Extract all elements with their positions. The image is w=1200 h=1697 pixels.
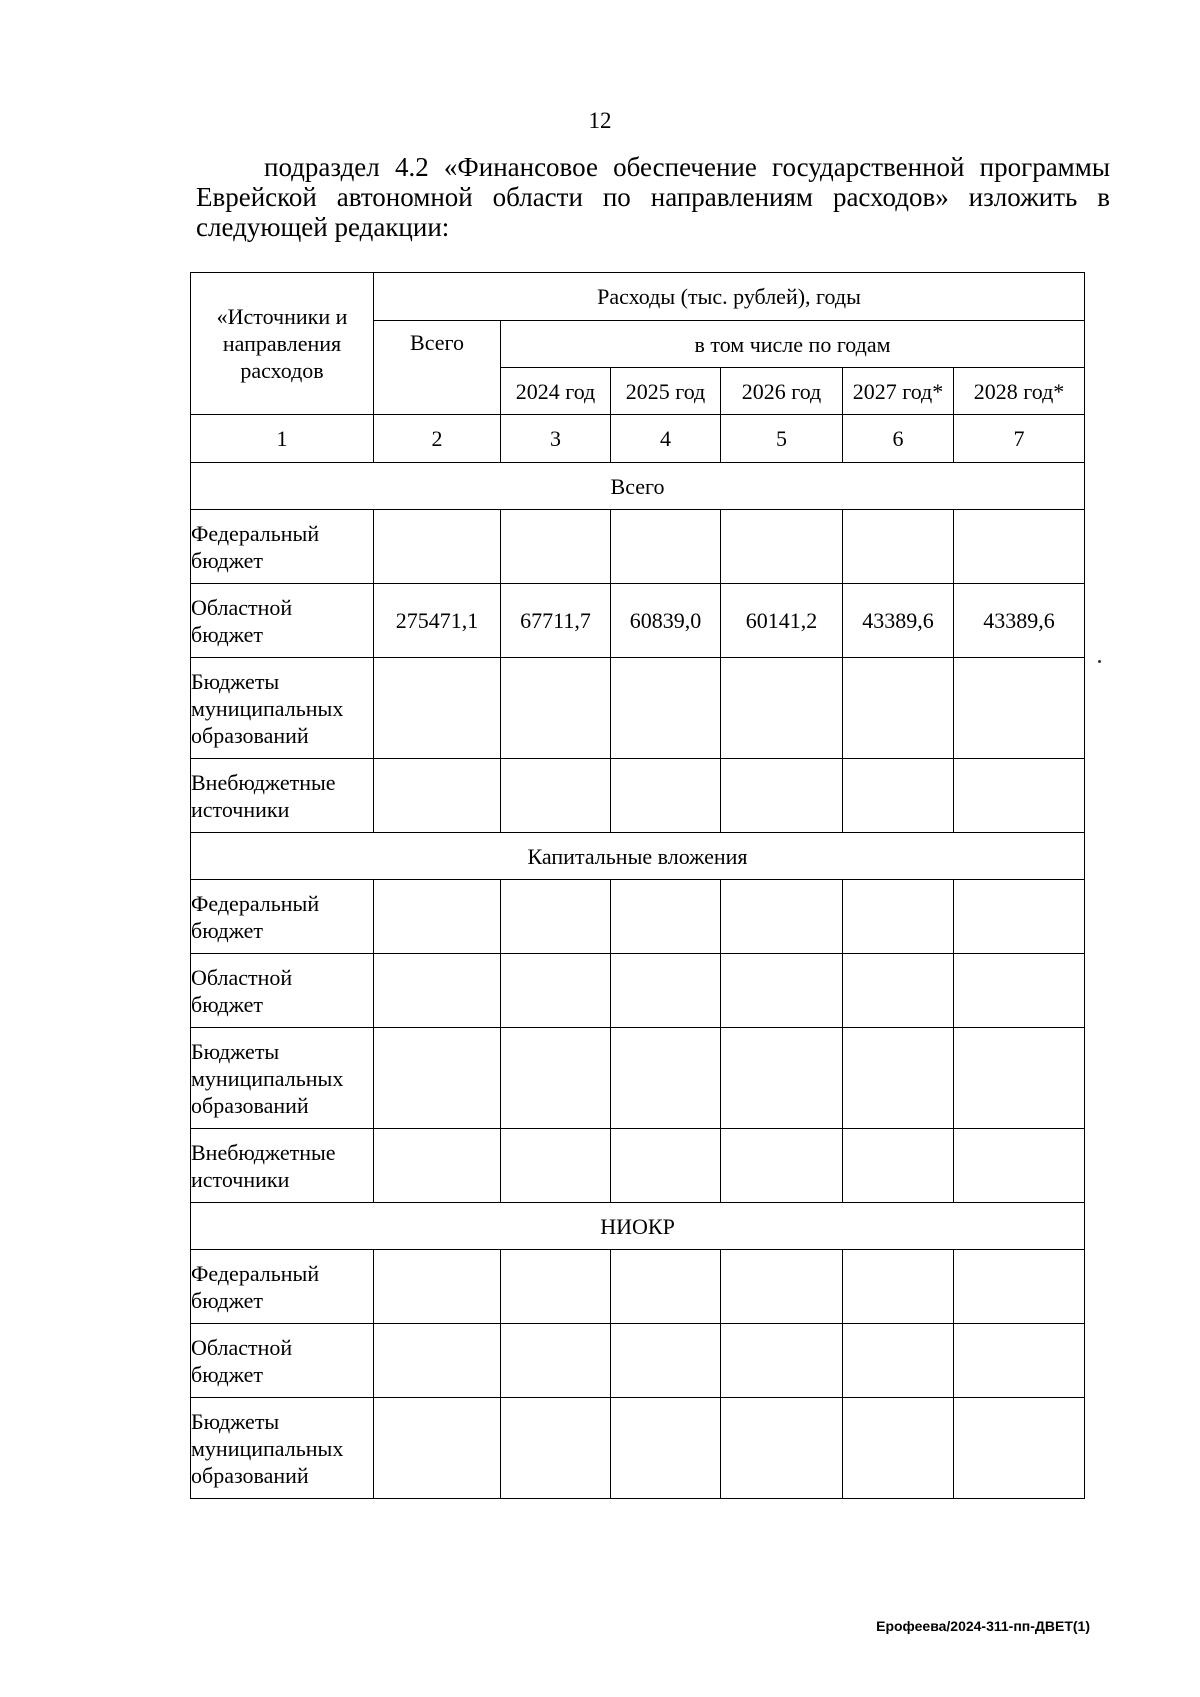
value-cell (954, 954, 1085, 1028)
value-cell (721, 880, 843, 954)
value-cell (843, 759, 954, 833)
value-cell (954, 510, 1085, 584)
section-row (191, 1203, 1085, 1250)
value-cell (374, 1398, 501, 1499)
value-cell (721, 759, 843, 833)
value-cell (501, 510, 611, 584)
row-label: Бюджеты муниципальных образований (191, 1028, 374, 1129)
row-label: Федеральный бюджет (191, 1250, 374, 1324)
value-cell (611, 658, 721, 759)
value-cell (611, 880, 721, 954)
value-cell (374, 759, 501, 833)
page-number: 12 (588, 108, 612, 133)
column-number: 2 (374, 415, 501, 463)
header-year: 2025 год (611, 368, 721, 415)
row-label: Федеральный бюджет (191, 880, 374, 954)
table-row (191, 1398, 1085, 1499)
value-cell: 43389,6 (954, 584, 1085, 658)
row-label: Внебюджетные источники (191, 759, 374, 833)
value-cell (954, 1129, 1085, 1203)
row-label: Федеральный бюджет (191, 510, 374, 584)
section-title: Всего (191, 463, 1085, 510)
value-cell (611, 759, 721, 833)
table-row (191, 1028, 1085, 1129)
table-row (191, 954, 1085, 1028)
value-cell (374, 1028, 501, 1129)
value-cell (954, 1250, 1085, 1324)
value-cell (721, 1398, 843, 1499)
table-row (191, 510, 1085, 584)
value-cell (721, 510, 843, 584)
table-row (191, 1250, 1085, 1324)
value-cell: 60141,2 (721, 584, 843, 658)
value-cell (721, 954, 843, 1028)
value-cell (611, 1398, 721, 1499)
section-title: НИОКР (191, 1203, 1085, 1250)
intro-line: следующей редакции: (196, 212, 450, 242)
row-label: Бюджеты муниципальных образований (191, 1398, 374, 1499)
value-cell (374, 880, 501, 954)
value-cell (501, 1129, 611, 1203)
table-row (191, 1129, 1085, 1203)
value-cell (611, 510, 721, 584)
value-cell (954, 1324, 1085, 1398)
table-row (191, 1324, 1085, 1398)
value-cell (501, 759, 611, 833)
value-cell (954, 1398, 1085, 1499)
column-number: 3 (501, 415, 611, 463)
scan-mark (1098, 660, 1101, 663)
section-row (191, 833, 1085, 880)
value-cell (721, 1129, 843, 1203)
value-cell (843, 1324, 954, 1398)
column-number: 6 (843, 415, 954, 463)
value-cell (843, 954, 954, 1028)
intro-line: Еврейской автономной области по направлениям расходов» изложить в (196, 182, 1110, 212)
value-cell (501, 954, 611, 1028)
value-cell (374, 510, 501, 584)
value-cell (501, 1324, 611, 1398)
column-number: 7 (954, 415, 1085, 463)
row-label: Бюджеты муниципальных образований (191, 658, 374, 759)
intro-paragraph (196, 152, 1110, 242)
table-row (191, 584, 1085, 658)
header-sources: «Источники и направления расходов (191, 273, 374, 415)
value-cell (843, 1028, 954, 1129)
value-cell (611, 954, 721, 1028)
value-cell (611, 1129, 721, 1203)
value-cell (501, 1028, 611, 1129)
value-cell (611, 1324, 721, 1398)
value-cell: 60839,0 (611, 584, 721, 658)
value-cell (374, 1129, 501, 1203)
value-cell (501, 1398, 611, 1499)
value-cell (954, 658, 1085, 759)
header-total: Всего (374, 321, 501, 415)
value-cell (843, 510, 954, 584)
header-year: 2028 год* (954, 368, 1085, 415)
row-label: Областной бюджет (191, 954, 374, 1028)
table-row (191, 880, 1085, 954)
value-cell (721, 1250, 843, 1324)
value-cell (374, 1250, 501, 1324)
header-year: 2027 год* (843, 368, 954, 415)
header-by-years: в том числе по годам (501, 321, 1085, 368)
value-cell: 275471,1 (374, 584, 501, 658)
value-cell (954, 1028, 1085, 1129)
column-number: 1 (191, 415, 374, 463)
value-cell (721, 658, 843, 759)
header-year: 2024 год (501, 368, 611, 415)
document-code: Ерофеева/2024-311-пп-ДВЕТ(1) (876, 1618, 1090, 1634)
value-cell (843, 1398, 954, 1499)
section-row (191, 463, 1085, 510)
table-row (191, 658, 1085, 759)
intro-line: подраздел 4.2 «Финансовое обеспечение государственной программы (264, 152, 1110, 182)
financing-table (190, 272, 1085, 1499)
value-cell (954, 759, 1085, 833)
value-cell: 43389,6 (843, 584, 954, 658)
value-cell (843, 1129, 954, 1203)
table-row (191, 759, 1085, 833)
value-cell (374, 1324, 501, 1398)
value-cell (954, 880, 1085, 954)
value-cell (374, 954, 501, 1028)
value-cell (374, 658, 501, 759)
row-label: Областной бюджет (191, 1324, 374, 1398)
value-cell (843, 880, 954, 954)
value-cell (843, 658, 954, 759)
value-cell (721, 1324, 843, 1398)
value-cell (611, 1250, 721, 1324)
header-expenses: Расходы (тыс. рублей), годы (374, 273, 1085, 321)
header-year: 2026 год (721, 368, 843, 415)
value-cell: 67711,7 (501, 584, 611, 658)
row-label: Внебюджетные источники (191, 1129, 374, 1203)
value-cell (501, 658, 611, 759)
value-cell (501, 880, 611, 954)
value-cell (611, 1028, 721, 1129)
row-label: Областной бюджет (191, 584, 374, 658)
section-title: Капитальные вложения (191, 833, 1085, 880)
value-cell (843, 1250, 954, 1324)
column-number: 5 (721, 415, 843, 463)
value-cell (501, 1250, 611, 1324)
value-cell (721, 1028, 843, 1129)
column-number: 4 (611, 415, 721, 463)
